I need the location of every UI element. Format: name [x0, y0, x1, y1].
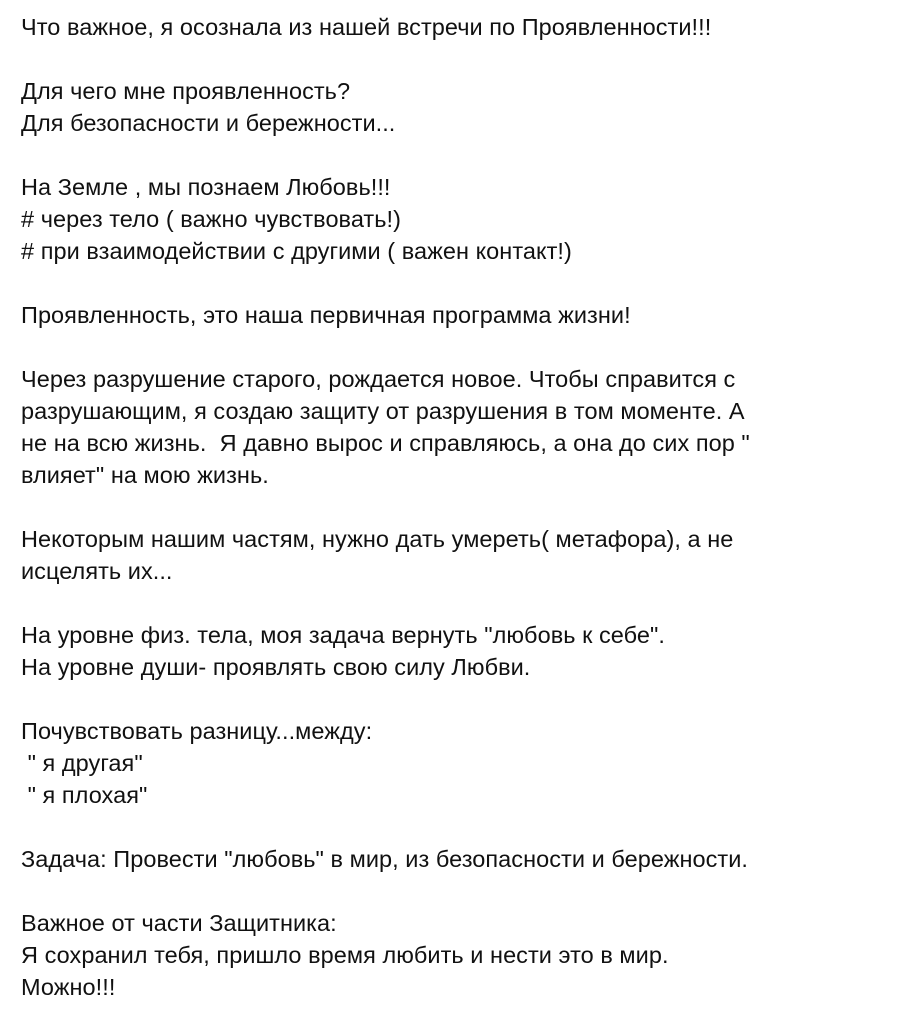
message-line: Для безопасности и бережности...	[21, 110, 396, 136]
blank-line	[21, 875, 891, 907]
blank-line	[21, 587, 891, 619]
message-line: исцелять их...	[21, 558, 173, 584]
message-line: влияет" на мою жизнь.	[21, 462, 269, 488]
message-line: Через разрушение старого, рождается новое. Чтобы справится с	[21, 366, 736, 392]
blank-line	[21, 43, 891, 75]
blank-line	[21, 811, 891, 843]
message-text	[21, 11, 891, 1003]
message-line: # через тело ( важно чувствовать!)	[21, 206, 401, 232]
message-line: " я плохая"	[21, 782, 148, 808]
message-line: Некоторым нашим частям, нужно дать умереть( метафора), а не	[21, 526, 734, 552]
message-line: Проявленность, это наша первичная программа жизни!	[21, 302, 631, 328]
message-line: Задача: Провести "любовь" в мир, из безопасности и бережности.	[21, 846, 748, 872]
message-line: Я сохранил тебя, пришло время любить и нести это в мир.	[21, 942, 669, 968]
blank-line	[21, 683, 891, 715]
message-line: Почувствовать разницу...между:	[21, 718, 373, 744]
blank-line	[21, 491, 891, 523]
blank-line	[21, 139, 891, 171]
message-line: На Земле , мы познаем Любовь!!!	[21, 174, 391, 200]
message-line: На уровне души- проявлять свою силу Любви.	[21, 654, 531, 680]
message-line: " я другая"	[21, 750, 143, 776]
message-line: разрушающим, я создаю защиту от разрушения в том моменте. А	[21, 398, 745, 424]
blank-line	[21, 267, 891, 299]
blank-line	[21, 331, 891, 363]
message-line: # при взаимодействии с другими ( важен контакт!)	[21, 238, 572, 264]
message-line: Можно!!!	[21, 974, 116, 1000]
message-line: не на всю жизнь. Я давно вырос и справляюсь, а она до сих пор "	[21, 430, 750, 456]
message-line: Для чего мне проявленность?	[21, 78, 351, 104]
message-line: Важное от части Защитника:	[21, 910, 337, 936]
message-line: Что важное, я осознала из нашей встречи по Проявленности!!!	[21, 14, 712, 40]
message-line: На уровне физ. тела, моя задача вернуть "любовь к себе".	[21, 622, 666, 648]
